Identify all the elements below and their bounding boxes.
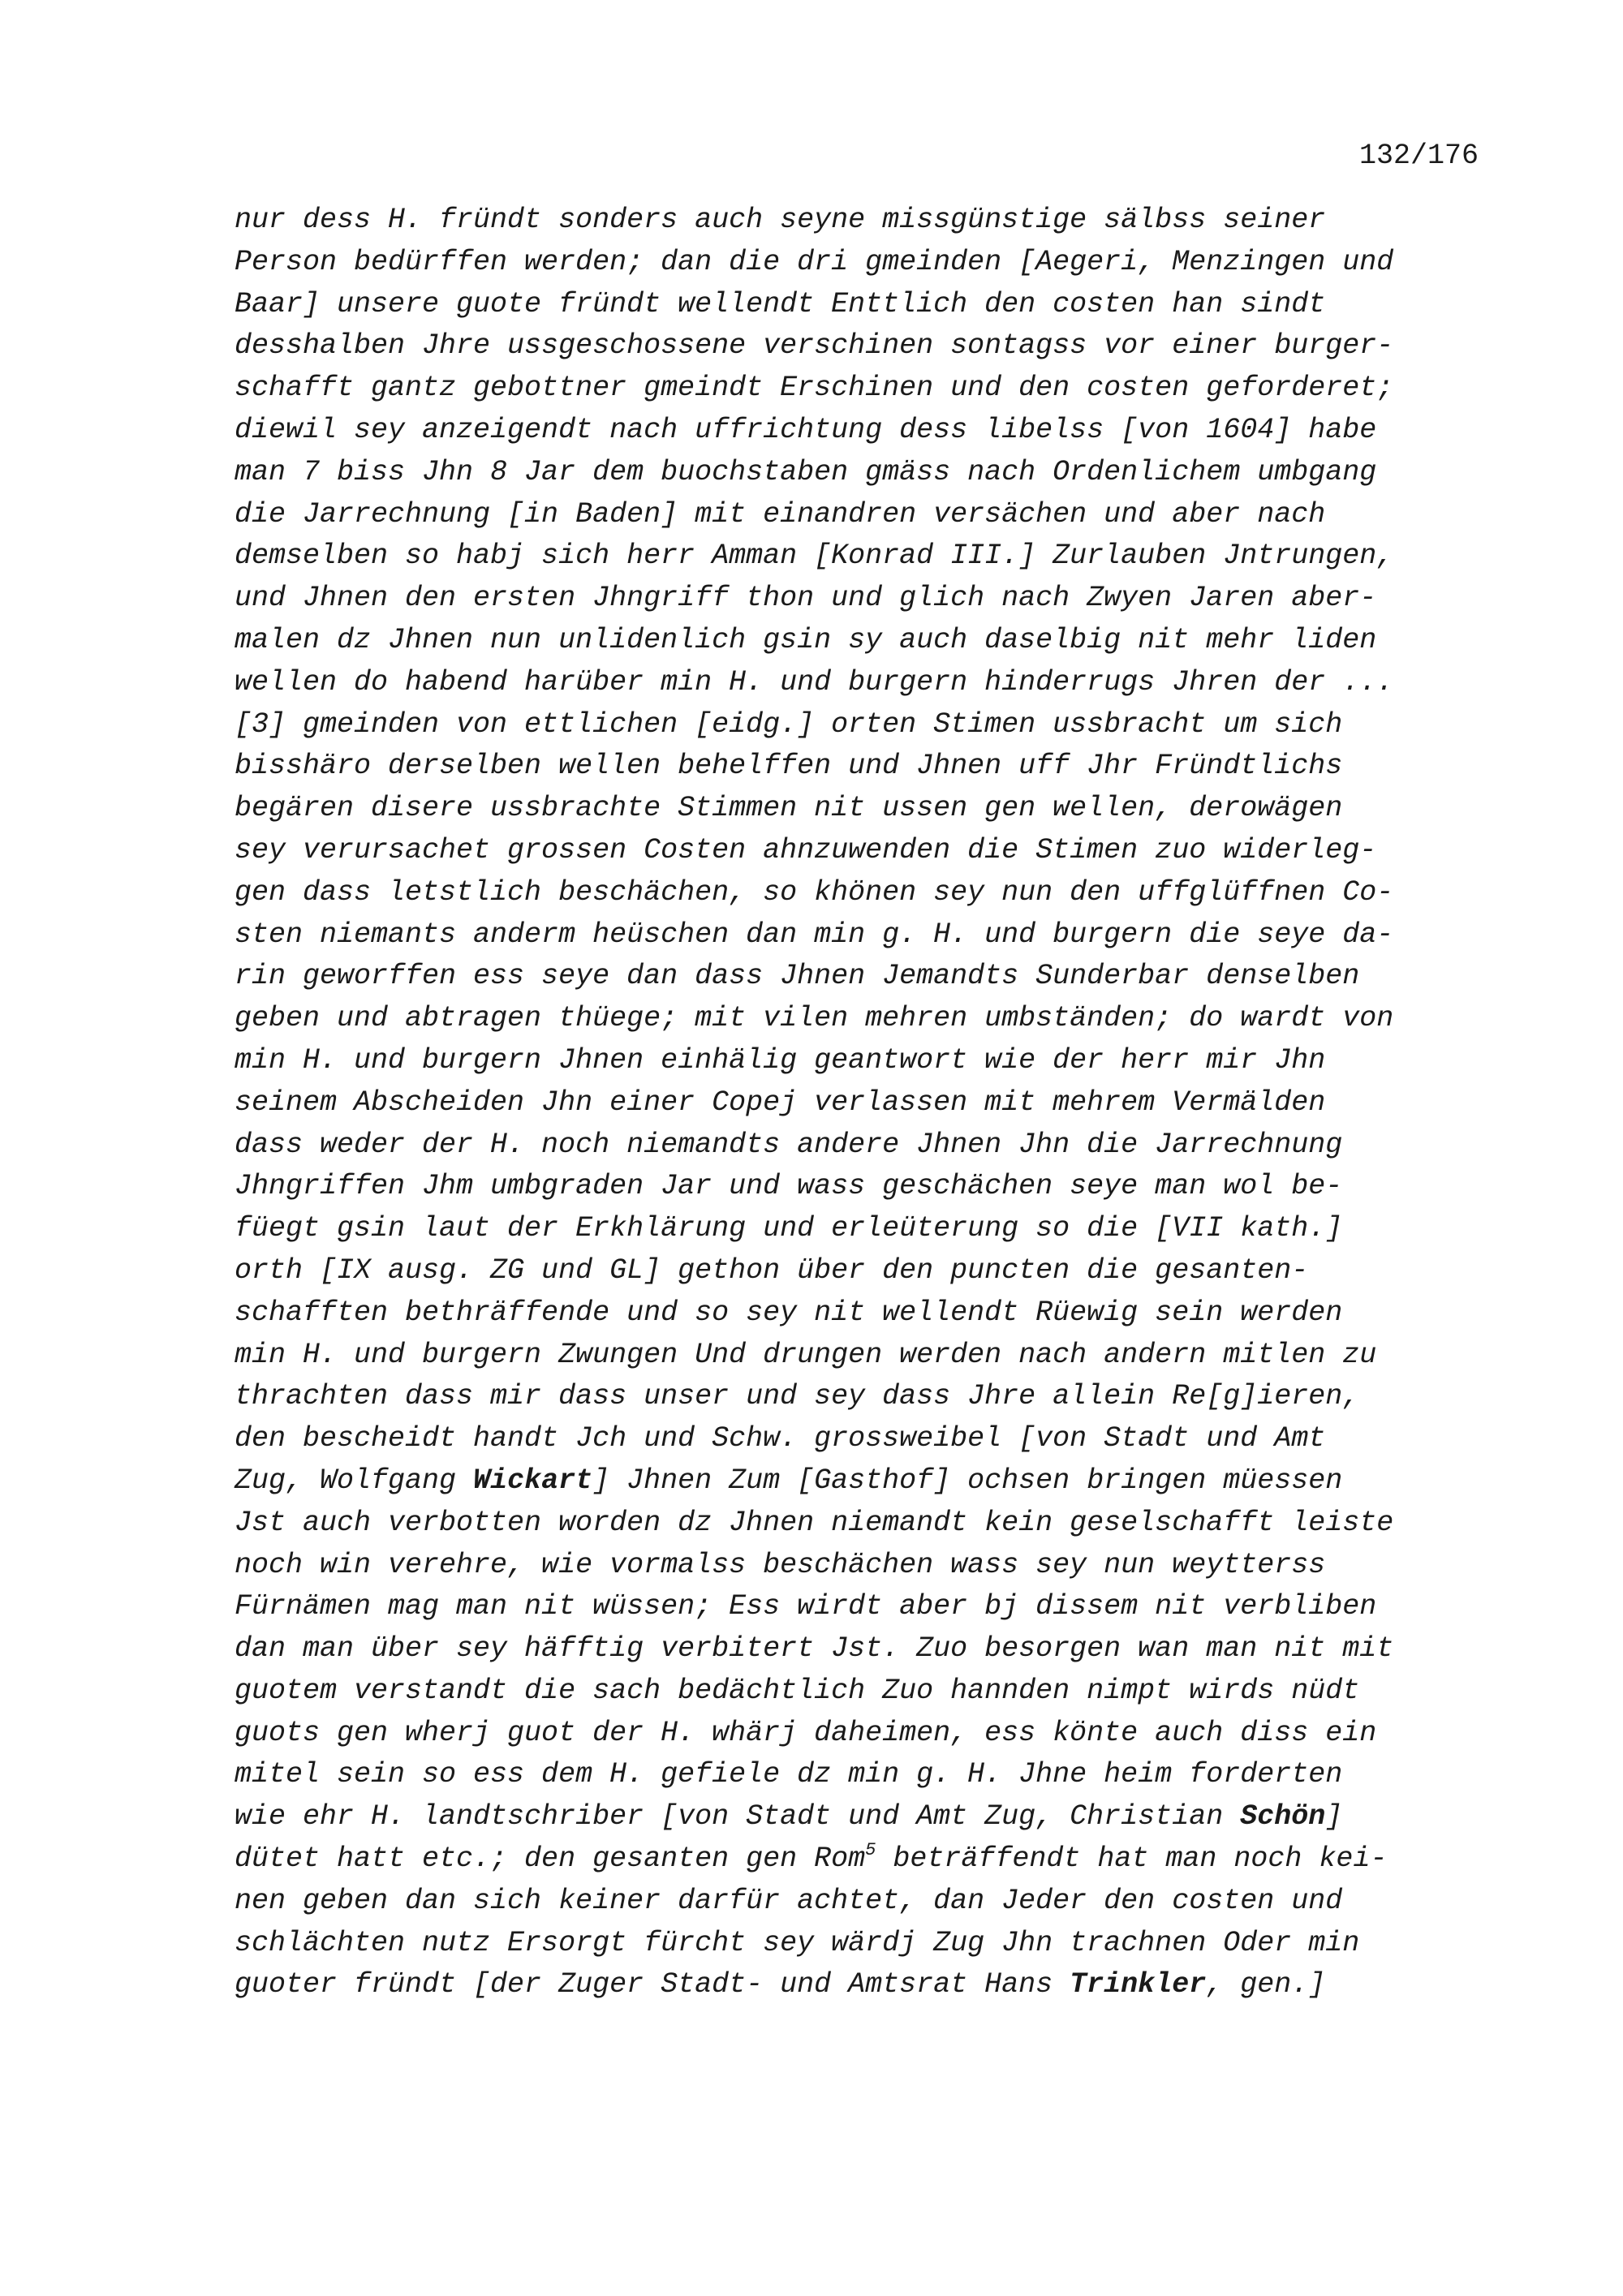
text-segment: gen dass letstlich beschächen, so khönen sey nun den uffglüffnen Co- xyxy=(235,875,1394,909)
text-segment: malen dz Jhnen nun unlidenlich gsin sy auch daselbig nit mehr liden xyxy=(235,623,1377,656)
bold-name: Schön xyxy=(1240,1800,1326,1834)
text-segment: dass weder der H. noch niemandts andere Jhnen Jhn die Jarrechnung xyxy=(235,1128,1343,1161)
text-line xyxy=(235,830,1500,872)
text-segment: den bescheidt handt Jch und Schw. grossweibel [von Stadt und Amt xyxy=(235,1422,1326,1455)
text-line xyxy=(235,1460,1500,1503)
text-segment: Zug, Wolfgang xyxy=(235,1464,474,1497)
bold-name: Trinkler xyxy=(1070,1968,1207,2001)
text-line xyxy=(235,368,1500,410)
text-segment: dütet hatt etc.; den gesanten gen Rom xyxy=(235,1842,866,1876)
text-segment: Jhngriffen Jhm umbgraden Jar und wass geschächen seye man wol be- xyxy=(235,1170,1343,1203)
text-line xyxy=(235,704,1500,746)
text-segment: nen geben dan sich keiner darfür achtet, dan Jeder den costen und xyxy=(235,1884,1343,1917)
text-line xyxy=(235,1838,1500,1881)
text-segment: wie ehr H. landtschriber [von Stadt und Amt Zug, Christian xyxy=(235,1800,1241,1834)
text-line xyxy=(235,1881,1500,1923)
text-segment: Fürnämen mag man nit wüssen; Ess wirdt aber bj dissem nit verbliben xyxy=(235,1590,1377,1623)
text-line xyxy=(235,1335,1500,1377)
text-segment: guots gen wherj guot der H. whärj daheimen, ess könte auch diss ein xyxy=(235,1716,1377,1749)
text-line xyxy=(235,1964,1500,2006)
text-segment: , gen.] xyxy=(1206,1968,1326,2001)
text-line xyxy=(235,1754,1500,1796)
text-line xyxy=(235,1545,1500,1587)
text-line xyxy=(235,1923,1500,1965)
text-segment: orth [IX ausg. ZG und GL] gethon über den puncten die gesanten- xyxy=(235,1253,1309,1287)
text-segment: noch win verehre, wie vormalss beschächen wass sey nun weytterss xyxy=(235,1548,1326,1581)
text-line xyxy=(235,535,1500,578)
text-segment: desshalben Jhre ussgeschossene verschinen sontagss vor einer burger- xyxy=(235,329,1394,363)
text-segment: [3] gmeinden von ettlichen [eidg.] orten Stimen ussbracht um sich xyxy=(235,707,1343,741)
text-line xyxy=(235,1586,1500,1628)
text-line xyxy=(235,872,1500,914)
text-line xyxy=(235,746,1500,788)
text-segment: schlächten nutz Ersorgt fürcht sey wärdj Zug Jhn trachnen Oder min xyxy=(235,1926,1360,1959)
text-segment: guoter fründt [der Zuger Stadt- und Amtsrat Hans xyxy=(235,1968,1070,2001)
text-segment: Jst auch verbotten worden dz Jhnen niemandt kein geselschafft leiste xyxy=(235,1506,1394,1539)
text-segment: sten niemants anderm heüschen dan min g. H. und burgern die seye da- xyxy=(235,918,1394,951)
text-segment: min H. und burgern Jhnen einhälig geantwort wie der herr mir Jhn xyxy=(235,1043,1326,1077)
footnote-marker: 5 xyxy=(865,1840,876,1861)
text-line xyxy=(235,914,1500,957)
text-segment: und Jhnen den ersten Jhngriff thon und glich nach Zwyen Jaren aber- xyxy=(235,582,1377,615)
text-segment: rin geworffen ess seye dan dass Jhnen Jemandts Sunderbar denselben xyxy=(235,960,1360,993)
text-segment: guotem verstandt die sach bedächtlich Zuo hannden nimpt wirds nüdt xyxy=(235,1674,1360,1707)
text-line xyxy=(235,956,1500,998)
text-line xyxy=(235,620,1500,662)
text-segment: füegt gsin laut der Erkhlärung und erleüterung so die [VII kath.] xyxy=(235,1212,1343,1245)
text-segment: man 7 biss Jhn 8 Jar dem buochstaben gmäss nach Ordenlichem umbgang xyxy=(235,455,1377,488)
bold-name: Wickart xyxy=(473,1464,593,1497)
text-segment: nur dess H. fründt sonders auch seyne missgünstige sälbss seiner xyxy=(235,204,1326,236)
text-segment: thrachten dass mir dass unser und sey dass Jhre allein Re[g]ieren, xyxy=(235,1380,1360,1413)
text-line xyxy=(235,662,1500,704)
text-line xyxy=(235,788,1500,830)
text-line xyxy=(235,1166,1500,1208)
document-body xyxy=(235,200,1500,2006)
text-line xyxy=(235,1670,1500,1713)
text-line xyxy=(235,1208,1500,1250)
text-line xyxy=(235,1418,1500,1460)
text-segment: ] xyxy=(1325,1800,1343,1834)
text-segment: schafften bethräffende und so sey nit wellendt Rüewig sein werden xyxy=(235,1296,1343,1329)
text-segment: wellen do habend harüber min H. und burgern hinderrugs Jhren der ... xyxy=(235,665,1394,699)
text-line xyxy=(235,1376,1500,1418)
text-segment: min H. und burgern Zwungen Und drungen werden nach andern mitlen zu xyxy=(235,1338,1377,1371)
text-segment: sey verursachet grossen Costen ahnzuwenden die Stimen zuo widerleg- xyxy=(235,833,1377,866)
text-segment: schafft gantz gebottner gmeindt Erschinen und den costen geforderet; xyxy=(235,372,1394,405)
text-segment: Baar] unsere guote fründt wellendt Enttlich den costen han sindt xyxy=(235,287,1326,320)
text-line xyxy=(235,1503,1500,1545)
text-segment: dan man über sey häfftig verbitert Jst. Zuo besorgen wan man nit mit xyxy=(235,1632,1394,1666)
text-line xyxy=(235,1292,1500,1335)
text-line xyxy=(235,1082,1500,1124)
text-line xyxy=(235,578,1500,620)
text-segment: Person bedürffen werden; dan die dri gmeinden [Aegeri, Menzingen und xyxy=(235,245,1394,278)
text-line xyxy=(235,1713,1500,1755)
text-line xyxy=(235,1628,1500,1670)
text-segment: diewil sey anzeigendt nach uffrichtung dess libelss [von 1604] habe xyxy=(235,413,1377,446)
text-line xyxy=(235,494,1500,536)
text-segment: ] Jhnen Zum [Gasthof] ochsen bringen müessen xyxy=(592,1464,1343,1497)
text-segment: die Jarrechnung [in Baden] mit einandren versächen und aber nach xyxy=(235,497,1326,531)
text-segment: begären disere ussbrachte Stimmen nit ussen gen wellen, derowägen xyxy=(235,792,1343,825)
text-segment: demselben so habj sich herr Amman [Konrad III.] Zurlauben Jntrungen, xyxy=(235,540,1394,573)
text-segment: seinem Abscheiden Jhn einer Copej verlassen mit mehrem Vermälden xyxy=(235,1086,1326,1119)
text-line xyxy=(235,200,1500,242)
text-line xyxy=(235,1250,1500,1292)
text-line xyxy=(235,242,1500,284)
text-segment: mitel sein so ess dem H. gefiele dz min g. H. Jhne heim forderten xyxy=(235,1758,1343,1791)
text-line xyxy=(235,1796,1500,1838)
text-segment: bisshäro derselben wellen behelffen und Jhnen uff Jhr Fründtlichs xyxy=(235,750,1343,783)
page-number: 132/176 xyxy=(1358,140,1479,172)
text-segment: geben und abtragen thüege; mit vilen mehren umbständen; do wardt von xyxy=(235,1002,1394,1035)
text-line xyxy=(235,1040,1500,1082)
text-line xyxy=(235,1124,1500,1167)
text-line xyxy=(235,284,1500,326)
text-line xyxy=(235,452,1500,494)
text-segment: beträffendt hat man noch kei- xyxy=(876,1842,1388,1876)
text-line xyxy=(235,998,1500,1040)
text-line xyxy=(235,325,1500,368)
text-line xyxy=(235,410,1500,452)
